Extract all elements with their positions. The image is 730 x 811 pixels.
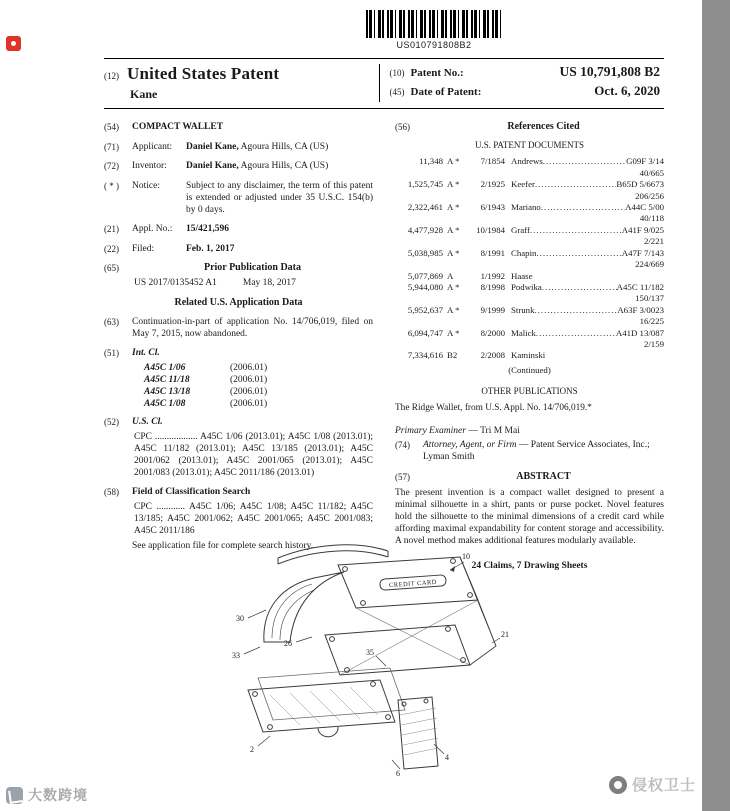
ref-date: 8/2000 <box>480 327 505 338</box>
ref-no: 11,348 <box>419 156 443 167</box>
ref-kind: A * <box>447 304 460 315</box>
ref-name: Haase <box>511 270 533 281</box>
other-publication-text: The Ridge Wallet, from U.S. Appl. No. 14/706,019.* <box>395 402 592 413</box>
callout-4: 4 <box>445 753 449 762</box>
pin-dot <box>11 41 16 46</box>
ref-no: 5,077,869 <box>407 270 443 281</box>
reference-row <box>399 179 664 190</box>
ref-kind: B2 <box>447 350 458 361</box>
notice-section <box>104 180 373 216</box>
ref-name: Andrews <box>511 156 543 167</box>
right-gray-strip <box>702 0 730 811</box>
patent-date-label-group <box>390 86 482 98</box>
related-app-section <box>104 316 373 340</box>
appl-no-label: Appl. No.: <box>132 224 173 235</box>
clip-curve <box>278 545 388 564</box>
patent-no-label: Patent No.: <box>410 67 464 79</box>
ref-date: 2/2008 <box>480 350 505 361</box>
attorney-line <box>423 439 664 463</box>
abstract-heading: ABSTRACT <box>516 471 571 483</box>
patent-no-value: US 10,791,808 B2 <box>559 64 660 79</box>
notice-label: Notice: <box>132 180 160 191</box>
primary-examiner-label: Primary Examiner <box>395 425 466 436</box>
patent-date-row <box>390 83 665 99</box>
reference-row <box>399 248 664 259</box>
ref-name: Chapin <box>511 247 537 258</box>
applicant-section <box>104 141 373 154</box>
header-title-row <box>104 64 379 84</box>
arrowhead-10 <box>450 566 455 572</box>
prior-pub-row <box>134 277 373 289</box>
ref-kind: A * <box>447 247 460 258</box>
barcode <box>366 10 502 38</box>
ref-leader <box>536 328 616 339</box>
continued-note: (Continued) <box>508 364 551 375</box>
patent-date-label: Date of Patent: <box>410 86 482 98</box>
related-app-text: Continuation-in-part of application No. 14/706,019, filed on May 7, 2015, now abandoned. <box>132 316 373 339</box>
ref-kind: A * <box>447 327 460 338</box>
ref-date: 2/1925 <box>480 179 505 190</box>
int-cl-version: (2006.01) <box>230 374 268 385</box>
reference-row <box>399 156 664 167</box>
prior-pub-section <box>104 262 373 275</box>
reference-row <box>399 282 664 293</box>
thumb-notch <box>318 727 338 737</box>
callout-33: 33 <box>232 651 240 660</box>
ref-name: Mariano <box>511 202 541 212</box>
ref-kind: A * <box>447 156 460 167</box>
reference-row <box>399 350 664 361</box>
middle-plate <box>325 625 470 675</box>
int-cl-table <box>132 362 373 411</box>
ref-leader <box>543 156 626 167</box>
ref-class2: 16/225 <box>639 316 664 327</box>
int-cl-section <box>104 347 373 360</box>
code-51: (51) <box>104 348 119 359</box>
fold-lines <box>460 557 496 665</box>
us-cl-heading: U.S. Cl. <box>132 417 163 428</box>
inventor-surname: Kane <box>130 87 158 101</box>
ref-date: 9/1999 <box>480 304 505 315</box>
patent-no-row <box>390 64 665 80</box>
int-cl-row <box>144 374 373 386</box>
int-cl-row <box>144 398 373 410</box>
patent-date-value: Oct. 6, 2020 <box>594 83 660 98</box>
ref-kind: A * <box>447 179 460 190</box>
attorney-value: — Patent Service Associates, Inc.; Lyman Smith <box>423 439 650 462</box>
code-65: (65) <box>104 263 119 274</box>
callout-2: 2 <box>250 745 254 754</box>
ref-leader <box>536 248 621 259</box>
inventor-name: Daniel Kane, <box>186 161 239 172</box>
code-54: (54) <box>104 122 119 132</box>
int-cl-row <box>144 362 373 374</box>
ref-class2: 2/159 <box>643 339 664 350</box>
ref-no: 1,525,745 <box>407 179 443 190</box>
header-left <box>104 64 379 102</box>
notice-row <box>132 180 373 216</box>
ref-no: 6,094,747 <box>407 327 443 338</box>
prior-pub-date: May 18, 2017 <box>242 277 296 288</box>
related-app-heading: Related U.S. Application Data <box>174 297 303 308</box>
ref-name: Graff <box>511 224 530 235</box>
invention-title: COMPACT WALLET <box>132 122 224 132</box>
ref-name: Keefer <box>511 179 535 190</box>
ref-class: A41D 13/087 <box>615 327 664 338</box>
references-section <box>395 121 664 134</box>
int-cl-heading: Int. Cl. <box>132 348 160 359</box>
int-cl-class: A45C 11/18 <box>144 374 190 385</box>
ref-no: 2,322,461 <box>407 202 443 212</box>
left-column <box>104 121 373 572</box>
filed-value: Feb. 1, 2017 <box>186 243 235 254</box>
ref-name: Kaminski <box>511 350 546 361</box>
field-search-text: CPC ............ A45C 1/06; A45C 1/08; A45C 11/182; A45C 13/185; A45C 2001/062; A45C 2001/065; A45C 2001/083; A45C 2011/186 <box>134 501 373 537</box>
other-publications-heading: OTHER PUBLICATIONS <box>481 386 578 397</box>
ref-date: 8/1991 <box>480 247 505 258</box>
attorney-label: Attorney, Agent, or Firm <box>423 439 517 450</box>
callout-10: 10 <box>462 552 470 561</box>
callout-21: 21 <box>501 630 509 639</box>
ref-no: 7,334,616 <box>407 350 443 361</box>
ref-class2: 2/221 <box>643 236 664 247</box>
code-63: (63) <box>104 316 119 327</box>
int-cl-row <box>144 386 373 398</box>
code-21: (21) <box>104 224 119 235</box>
us-cl-text: CPC .................. A45C 1/06 (2013.01); A45C 1/08 (2013.01); A45C 11/182 (2013.01); A45C 13/185 (2013.01); A45C 2001/062 (2013.01); A45C 2001/065 (2013.01); A45C 2001/083 (2013.01); A45C 2011/186 (2013.01) <box>134 431 373 479</box>
ref-no: 5,952,637 <box>407 304 443 315</box>
applicant-name: Daniel Kane, <box>186 141 239 152</box>
ref-class2: 40/118 <box>639 213 664 224</box>
body-columns <box>104 121 664 572</box>
code-57: (57) <box>395 472 410 483</box>
ref-class2: 150/137 <box>635 293 664 304</box>
primary-examiner-line <box>395 425 664 437</box>
callout-30: 30 <box>236 614 244 623</box>
barcode-number: US010791808B2 <box>396 40 472 50</box>
reference-row <box>399 305 664 316</box>
bottom-right-watermark-text: 侵权卫士 <box>631 777 696 794</box>
code-10: (10) <box>389 68 405 78</box>
inventor-label: Inventor: <box>132 161 167 172</box>
appl-no-section <box>104 223 373 236</box>
rolled-cover-sheet <box>264 572 344 642</box>
ref-kind: A * <box>447 202 460 212</box>
int-cl-class: A45C 1/08 <box>144 399 186 410</box>
ref-leader <box>535 179 616 190</box>
patent-no-label-group <box>390 67 464 79</box>
appl-no-value: 15/421,596 <box>186 224 230 235</box>
ref-class: A45C 11/182 <box>616 281 664 292</box>
applicant-row <box>132 141 373 154</box>
int-cl-class: A45C 1/06 <box>144 362 186 373</box>
ref-date: 6/1943 <box>480 202 505 212</box>
ref-class: A44C 5/00 <box>625 202 664 212</box>
int-cl-version: (2006.01) <box>230 386 268 397</box>
document-sheet <box>104 58 664 572</box>
ref-kind: A <box>447 270 454 281</box>
credit-card-text: CREDIT CARD <box>388 578 438 590</box>
red-pin-icon <box>6 36 21 51</box>
attorney-section <box>395 439 664 463</box>
reference-row <box>399 328 664 339</box>
inventor-section <box>104 160 373 173</box>
strap-hatching <box>400 708 438 755</box>
inventor-location: Agoura Hills, CA (US) <box>238 161 329 172</box>
inventor-value <box>186 160 373 173</box>
ref-date: 7/1854 <box>480 156 505 167</box>
ref-class2: 224/669 <box>635 259 664 270</box>
prior-pub-heading: Prior Publication Data <box>203 262 302 274</box>
filed-row <box>132 243 373 256</box>
code-45: (45) <box>389 87 405 97</box>
int-cl-class: A45C 13/18 <box>144 386 191 397</box>
filed-section <box>104 243 373 256</box>
ref-date: 1/1992 <box>480 270 505 281</box>
ref-leader <box>534 305 617 316</box>
ref-class: A41F 9/025 <box>621 224 664 235</box>
page-title: United States Patent <box>127 64 280 83</box>
ref-name: Podwika <box>511 281 542 292</box>
field-search-heading: Field of Classification Search <box>132 487 251 498</box>
camera-icon <box>609 776 627 794</box>
filed-label: Filed: <box>132 243 155 254</box>
ref-leader <box>542 282 617 293</box>
abstract-text: The present invention is a compact wallet designed to present a minimal silhouette in a shirt, pants or purse pocket. Novel features hold the silhouette to the minimal dimensions of a credit card while affording maximal expandability for content storage and accessibility. A novel method makes additional features modularly available. <box>395 487 664 547</box>
ref-kind: A * <box>447 281 460 292</box>
applicant-value <box>186 141 373 154</box>
ref-date: 10/1984 <box>476 224 505 235</box>
cross-fold-lines <box>340 600 478 675</box>
ref-no: 4,477,928 <box>407 224 443 235</box>
reference-row <box>399 271 664 282</box>
us-cl-section <box>104 416 373 429</box>
patent-drawing <box>220 540 520 780</box>
appl-no-row <box>132 223 373 236</box>
bottom-right-watermark <box>609 774 696 795</box>
references-heading: References Cited <box>507 121 580 132</box>
patent-header <box>104 58 664 109</box>
code-star: ( * ) <box>104 180 119 191</box>
code-22: (22) <box>104 243 119 254</box>
notice-text: Subject to any disclaimer, the term of this patent is extended or adjusted under 35 U.S.C. 154(b) by 0 days. <box>186 180 373 215</box>
ref-name: Strunk <box>511 304 535 315</box>
title-section <box>104 121 373 134</box>
ref-class2: 40/665 <box>639 167 664 178</box>
references-table <box>395 156 664 362</box>
header-right <box>379 64 665 102</box>
bottom-left-watermark <box>6 785 88 805</box>
ref-leader <box>541 202 625 213</box>
code-72: (72) <box>104 161 119 172</box>
ref-class: B65D 5/6673 <box>616 179 664 190</box>
ref-name: Malick <box>511 327 536 338</box>
right-column <box>395 121 664 572</box>
applicant-label: Applicant: <box>132 141 173 152</box>
front-plate <box>248 680 395 737</box>
us-patent-documents-heading: U.S. PATENT DOCUMENTS <box>474 139 585 150</box>
applicant-location: Agoura Hills, CA (US) <box>238 141 329 152</box>
reference-row <box>399 202 664 213</box>
exploded-wallet-figure <box>220 540 520 780</box>
prior-pub-number: US 2017/0135452 A1 <box>134 277 217 288</box>
int-cl-version: (2006.01) <box>230 362 268 373</box>
ref-class: G09F 3/14 <box>626 156 664 167</box>
ref-class: A47F 7/143 <box>621 247 664 258</box>
code-12: (12) <box>104 71 119 81</box>
callout-26: 26 <box>284 639 292 648</box>
int-cl-version: (2006.01) <box>230 399 268 410</box>
ref-class: A63F 3/0023 <box>617 304 664 315</box>
primary-examiner-value: — Tri M Mai <box>465 425 520 436</box>
ref-date: 8/1998 <box>480 281 505 292</box>
dashu-logo-icon <box>6 787 23 804</box>
callout-35: 35 <box>366 648 374 657</box>
code-52: (52) <box>104 417 119 428</box>
bottom-left-watermark-text: 大数跨境 <box>28 787 88 803</box>
ref-no: 5,944,080 <box>407 281 443 292</box>
reference-row <box>399 225 664 236</box>
code-58: (58) <box>104 487 119 498</box>
field-search-note: See application file for complete search history. <box>132 541 314 552</box>
ref-no: 5,038,985 <box>407 247 443 258</box>
ref-kind: A * <box>447 224 460 235</box>
ref-leader <box>530 225 622 236</box>
code-56: (56) <box>395 122 410 132</box>
ref-class2: 206/256 <box>635 190 664 201</box>
code-71: (71) <box>104 141 119 152</box>
abstract-section <box>395 471 664 484</box>
claims-line: 24 Claims, 7 Drawing Sheets <box>471 560 588 571</box>
inventor-row <box>132 160 373 173</box>
field-search-section <box>104 486 373 499</box>
code-74: (74) <box>395 439 410 450</box>
callout-6: 6 <box>396 769 400 778</box>
